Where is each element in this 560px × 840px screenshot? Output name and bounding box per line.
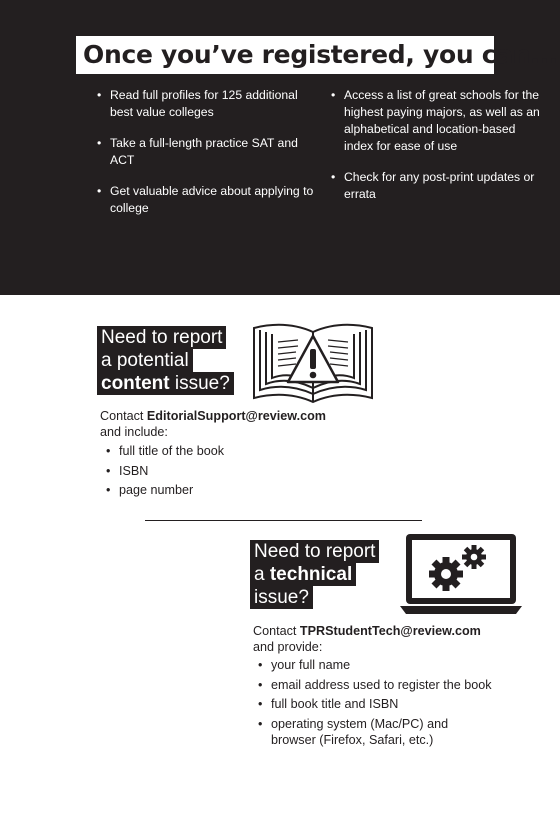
benefits-list-left xyxy=(97,87,319,231)
contact-suffix: and include: xyxy=(100,425,168,439)
list-item: • full title of the book xyxy=(106,443,224,459)
content-issue-heading xyxy=(97,326,234,395)
content-issue-contact xyxy=(100,408,326,440)
editorial-support-email-link[interactable]: EditorialSupport@review.com xyxy=(146,409,326,423)
list-item: • ISBN xyxy=(106,463,224,479)
list-item: • full book title and ISBN xyxy=(258,696,528,712)
technical-issue-requirements xyxy=(258,657,528,751)
contact-suffix: and provide: xyxy=(253,640,323,654)
technical-issue-contact xyxy=(253,623,481,655)
benefit-item: • Get valuable advice about applying to college xyxy=(97,183,319,217)
heading-rest: issue? xyxy=(169,373,230,394)
laptop-gears-icon xyxy=(400,532,522,616)
student-tech-email-link[interactable]: TPRStudentTech@review.com xyxy=(299,624,481,638)
content-issue-requirements xyxy=(106,443,224,502)
benefit-item: • Access a list of great schools for the highest paying majors, as well as an alphabetical and location-based index for ease of use xyxy=(331,87,543,155)
heading-line: a potential xyxy=(97,349,193,372)
heading-line: Need to report xyxy=(250,540,379,563)
heading-line xyxy=(97,372,234,395)
heading-bold-word: technical xyxy=(269,564,353,585)
list-item: • page number xyxy=(106,482,224,498)
heading-line: issue? xyxy=(250,586,313,609)
book-warning-icon xyxy=(252,318,374,404)
heading-bold-word: content xyxy=(101,373,170,394)
list-item: • your full name xyxy=(258,657,528,673)
heading-line xyxy=(250,563,356,586)
benefit-item: • Take a full-length practice SAT and ACT xyxy=(97,135,319,169)
heading-line: Need to report xyxy=(97,326,226,349)
benefit-item: • Check for any post-print updates or errata xyxy=(331,169,543,203)
benefits-list-right xyxy=(331,87,543,217)
heading-prefix: a xyxy=(254,564,270,585)
technical-issue-heading xyxy=(250,540,379,609)
list-item: • operating system (Mac/PC) and browser (Firefox, Safari, etc.) xyxy=(258,716,480,748)
registration-headline: Once you’ve registered, you can... xyxy=(76,36,494,74)
section-divider xyxy=(145,520,422,521)
contact-prefix: Contact xyxy=(253,624,300,638)
contact-prefix: Contact xyxy=(100,409,147,423)
benefit-item: • Read full profiles for 125 additional best value colleges xyxy=(97,87,319,121)
list-item: • email address used to register the book xyxy=(258,677,528,693)
